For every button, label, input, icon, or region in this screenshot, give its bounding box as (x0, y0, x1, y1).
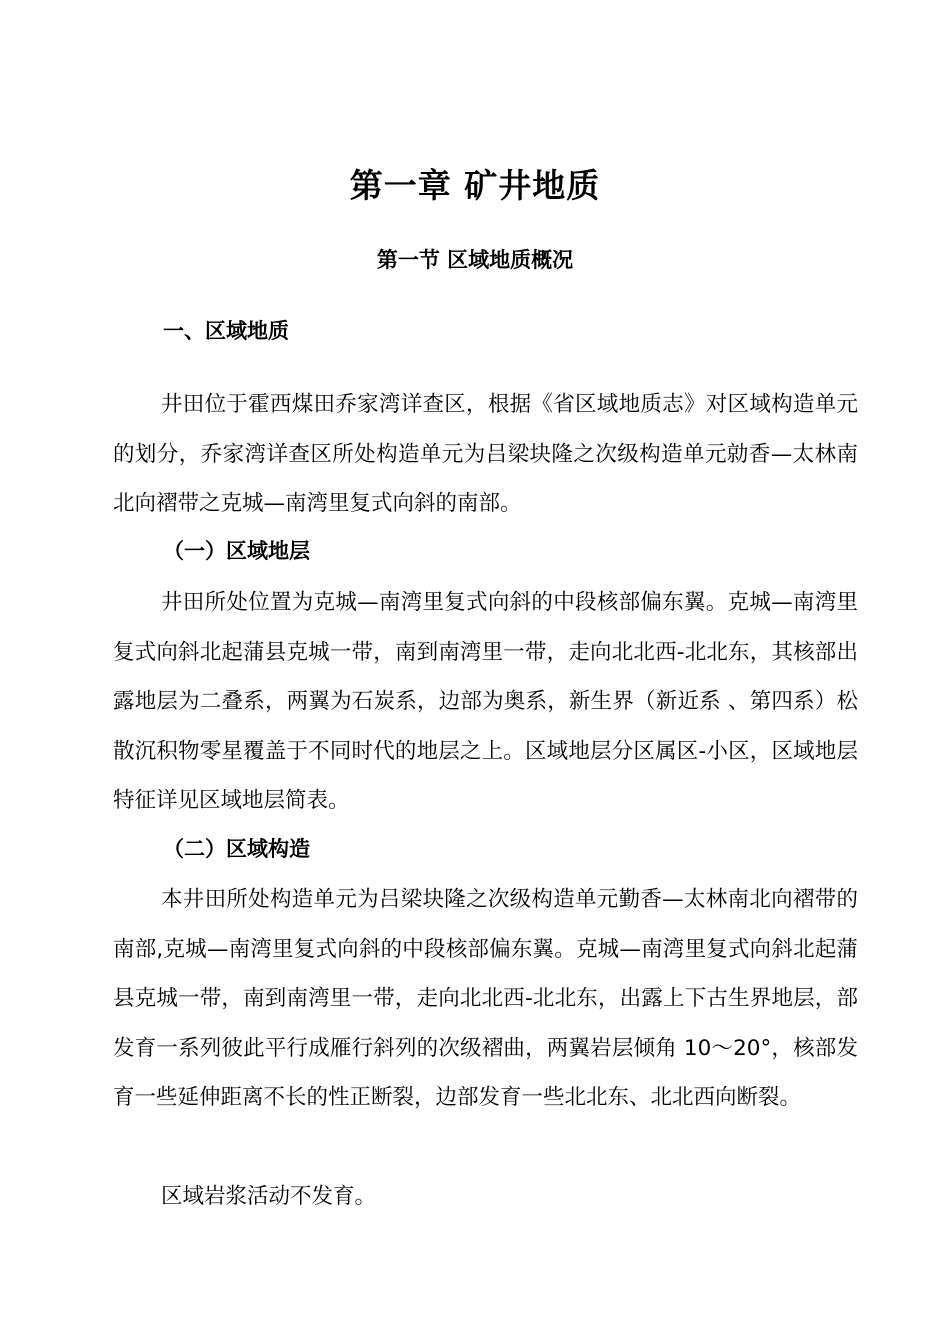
paragraph-strata: 井田所处位置为克城—南湾里复式向斜的中段核部偏东翼。克城—南湾里复式向斜北起蒲县克城一带，南到南湾里一带，走向北北西-北北东，其核部出露地层为二叠系，两翼为石炭系，边部为奥系，新生界（新近系 、第四系）松散沉积物零星覆盖于不同时代的地层之上。区域地层分区属区-小区，区域地层特征详见区域地层简表。 (113, 590, 858, 813)
paragraph-location: 井田位于霍西煤田乔家湾详查区，根据《省区域地质志》对区域构造单元的划分，乔家湾详查区所处构造单元为吕梁块隆之次级构造单元勍香—太林南北向褶带之克城—南湾里复式向斜的南部。 (113, 392, 858, 516)
chapter-title: 第一章 矿井地质 (349, 166, 601, 205)
subheading-regional-structure: （二）区域构造 (163, 837, 310, 861)
paragraph-structure: 本井田所处构造单元为吕梁块隆之次级构造单元勤香—太林南北向褶带的南部,克城—南湾里复式向斜的中段核部偏东翼。克城—南湾里复式向斜北起蒲县克城一带，南到南湾里一带，走向北北西-北北东，出露上下古生界地层，部发育一系列彼此平行成雁行斜列的次级褶曲，两翼岩层倾角 10～20°，核部发育一些延伸距离不长的性正断裂，边部发育一些北北东、北北西向断裂。 (113, 887, 858, 1110)
subheading-regional-strata: （一）区域地层 (163, 539, 310, 563)
paragraph-magmatism: 区域岩浆活动不发育。 (161, 1184, 377, 1209)
section-title: 第一节 区域地质概况 (376, 248, 574, 272)
heading-regional-geology: 一、区域地质 (163, 319, 289, 343)
